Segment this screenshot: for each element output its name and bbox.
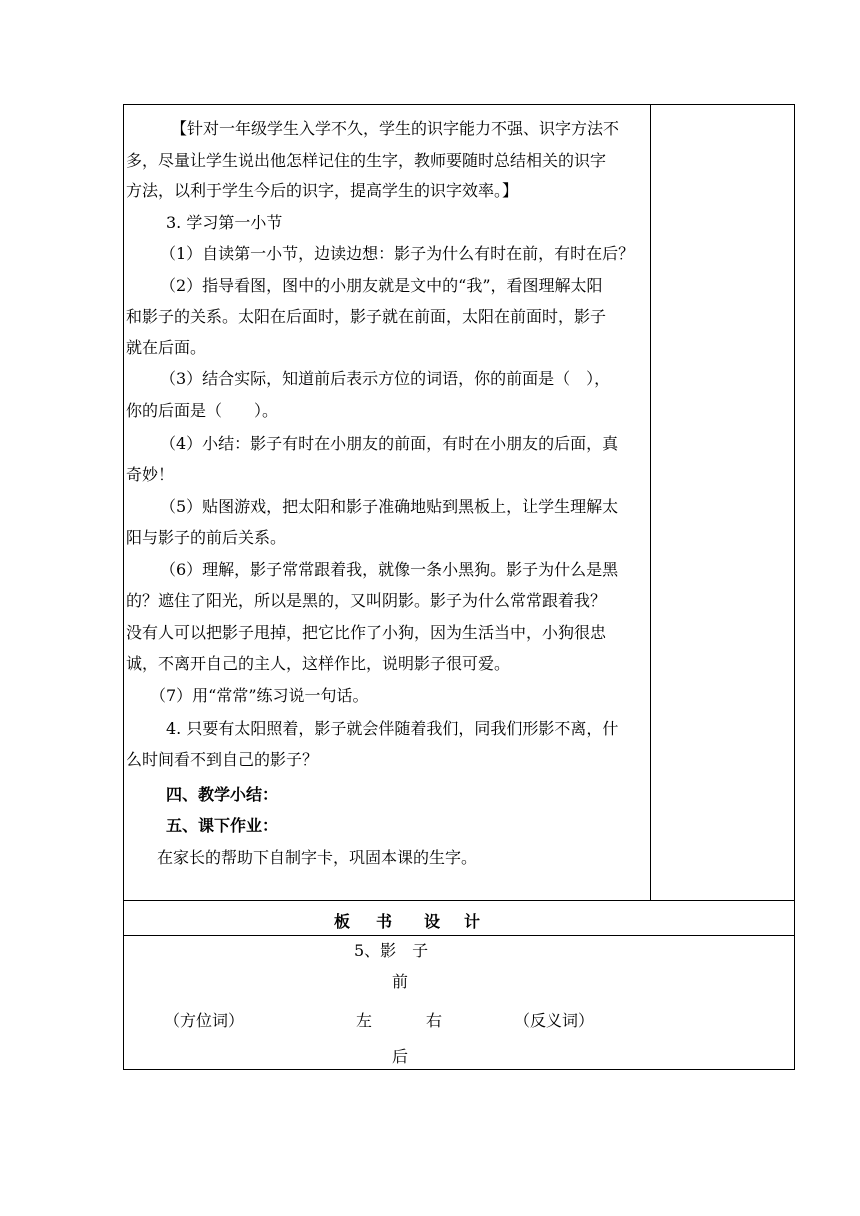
note-line-2: 多，尽量让学生说出他怎样记住的生字，教师要随时总结相关的识字 [126,151,607,170]
step-1-line: （1）自读第一小节，边读边想：影子为什么有时在前，有时在后？ [160,244,635,263]
section-3-heading: 3. 学习第一小节 [166,213,283,232]
board-direction-label: （方位词） [164,1011,245,1030]
board-front: 前 [392,972,409,991]
board-antonym-label: （反义词） [514,1011,595,1030]
step-6-line-1: （6）理解，影子常常跟着我，就像一条小黑狗。影子为什么是黑 [160,560,619,579]
board-back: 后 [392,1047,409,1066]
step-4-line-2: 奇妙！ [126,465,175,484]
step-5-line-1: （5）贴图游戏，把太阳和影子准确地贴到黑板上，让学生理解太 [160,497,619,516]
heading-char-2: 书 [376,912,393,931]
note-line-3: 方法，以利于学生今后的识字，提高学生的识字效率。】 [126,181,519,200]
divider-line [124,935,794,936]
step-7-line: （7）用“常常”练习说一句话。 [150,686,369,705]
board-right: 右 [426,1011,443,1030]
heading-char-1: 板 [334,912,351,931]
note-line-1: 【针对一年级学生入学不久，学生的识字能力不强、识字方法不 [171,119,620,138]
step-3-line-2: 你的后面是（ ）。 [126,401,279,420]
heading-char-4: 计 [464,912,481,931]
step-6-line-4: 诚，不离开自己的主人，这样作比，说明影子很可爱。 [126,654,511,673]
board-lesson-title: 5、影 子 [354,941,429,960]
homework-text: 在家长的帮助下自制字卡，巩固本课的生字。 [157,848,478,867]
step-4-line-1: （4）小结：影子有时在小朋友的前面，有时在小朋友的后面，真 [160,434,619,453]
lesson-content-cell [124,105,651,900]
step-2-line-3: 就在后面。 [126,338,207,357]
board-left: 左 [356,1011,373,1030]
homework-heading: 五、课下作业： [166,816,279,835]
step-6-line-2: 的？遮住了阳光，所以是黑的，又叫阴影。影子为什么常常跟着我？ [126,591,607,610]
notes-column-cell [651,105,794,900]
section-4-line-1: 4. 只要有太阳照着，影子就会伴随着我们，同我们形影不离，什 [166,719,619,738]
section-4-line-2: 么时间看不到自己的影子？ [126,750,319,769]
step-6-line-3: 没有人可以把影子甩掉，把它比作了小狗，因为生活当中，小狗很忠 [126,623,607,642]
step-2-line-2: 和影子的关系。太阳在后面时，影子就在前面，太阳在前面时，影子 [126,307,607,326]
teaching-summary-heading: 四、教学小结： [166,785,279,804]
step-2-line-1: （2）指导看图，图中的小朋友就是文中的“我”，看图理解太阳 [160,276,603,295]
lesson-table [123,104,795,1070]
heading-char-3: 设 [424,912,441,931]
step-3-line-1: （3）结合实际，知道前后表示方位的词语，你的前面是（ ）， [160,369,611,388]
step-5-line-2: 阳与影子的前后关系。 [126,528,287,547]
board-design-heading [124,901,794,935]
